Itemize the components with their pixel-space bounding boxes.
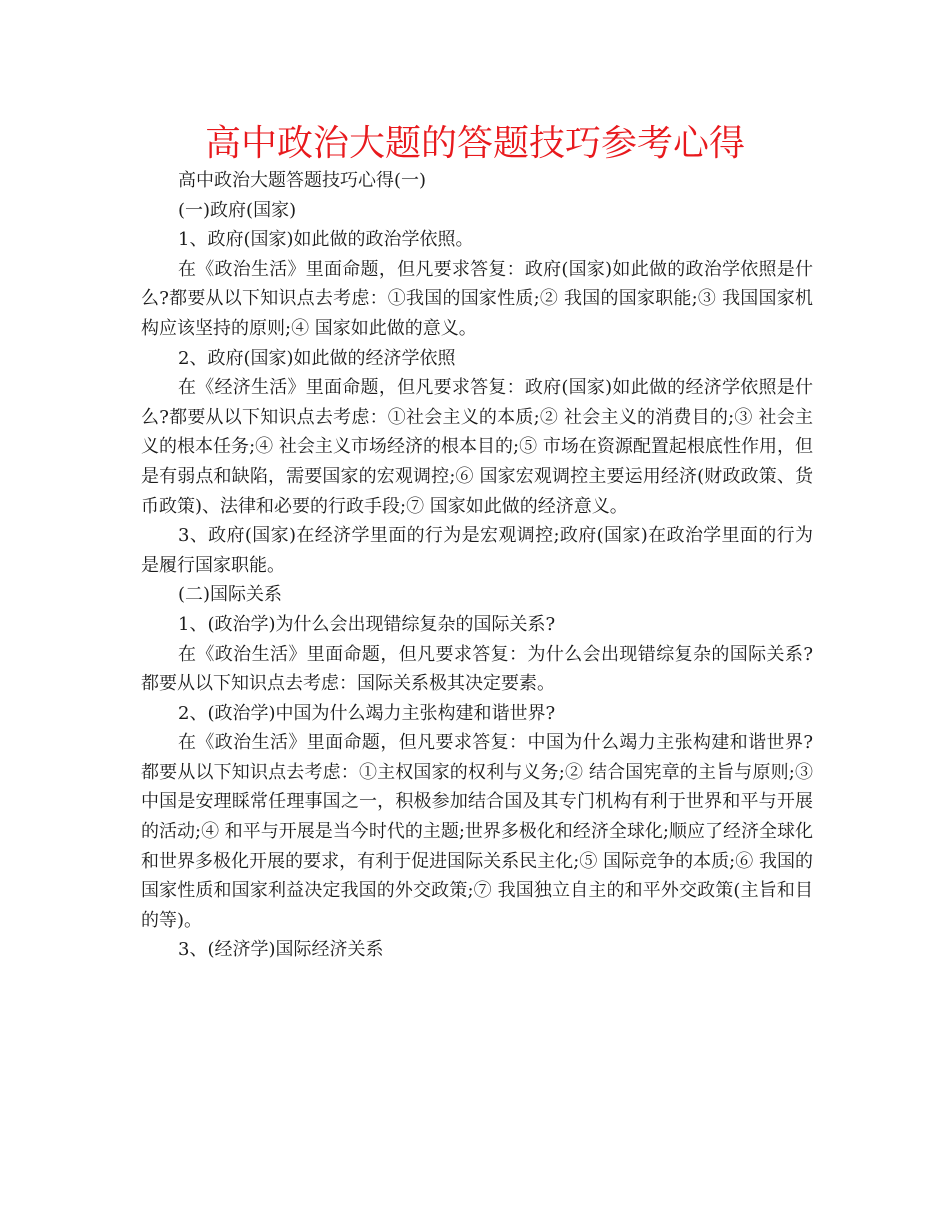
question-heading: 1、(政治学)为什么会出现错综复杂的国际关系? xyxy=(178,613,556,635)
document-title: 高中政治大题的答题技巧参考心得 xyxy=(204,123,745,164)
document-body xyxy=(141,166,813,965)
body-paragraph: 在《经济生活》里面命题，但凡要求答复：政府(国家)如此做的经济学依照是什么?都要从以下知识点去考虑：①社会主义的本质;② 社会主义的消费目的;③ 社会主义的根本任务;④ 社会主义市场经济的根本目的;⑤ 市场在资源配置起根底性作用，但是有弱点和缺陷，需要国家的宏观调控;⑥ 国家宏观调控主要运用经济(财政政策、货币政策)、法律和必要的行政手段;⑦ 国家如此做的经济意义。 xyxy=(141,377,813,517)
question-heading: 2、(政治学)中国为什么竭力主张构建和谐世界? xyxy=(178,702,556,724)
question-heading: 1、政府(国家)如此做的政治学依照。 xyxy=(178,229,474,251)
section-heading: 高中政治大题答题技巧心得(一) xyxy=(178,170,427,191)
body-paragraph: 在《政治生活》里面命题，但凡要求答复：政府(国家)如此做的政治学依照是什么?都要从以下知识点去考虑：①我国的国家性质;② 我国的国家职能;③ 我国国家机构应该坚持的原则;④ 国家如此做的意义。 xyxy=(141,258,813,339)
body-paragraph: 在《政治生活》里面命题，但凡要求答复：为什么会出现错综复杂的国际关系?都要从以下知识点去考虑：国际关系极其决定要素。 xyxy=(141,643,813,695)
subsection-heading: (一)政府(国家) xyxy=(178,199,297,221)
question-heading: 2、政府(国家)如此做的经济学依照 xyxy=(178,347,456,369)
body-paragraph: 3、政府(国家)在经济学里面的行为是宏观调控;政府(国家)在政治学里面的行为是履行国家职能。 xyxy=(141,525,813,576)
subsection-heading: (二)国际关系 xyxy=(178,584,283,606)
question-heading: 3、(经济学)国际经济关系 xyxy=(178,939,384,961)
body-paragraph: 在《政治生活》里面命题，但凡要求答复：中国为什么竭力主张构建和谐世界?都要从以下知识点去考虑：①主权国家的权利与义务;② 结合国宪章的主旨与原则;③ 中国是安理睬常任理事国之一，积极参加结合国及其专门机构有利于世界和平与开展的活动;④ 和平与开展是当今时代的主题;世界多极化和经济全球化;顺应了经济全球化和世界多极化开展的要求，有利于促进国际关系民主化;⑤ 国际竞争的本质;⑥ 我国的国家性质和国家利益决定我国的外交政策;⑦ 我国独立自主的和平外交政策(主旨和目的等)。 xyxy=(141,732,813,931)
